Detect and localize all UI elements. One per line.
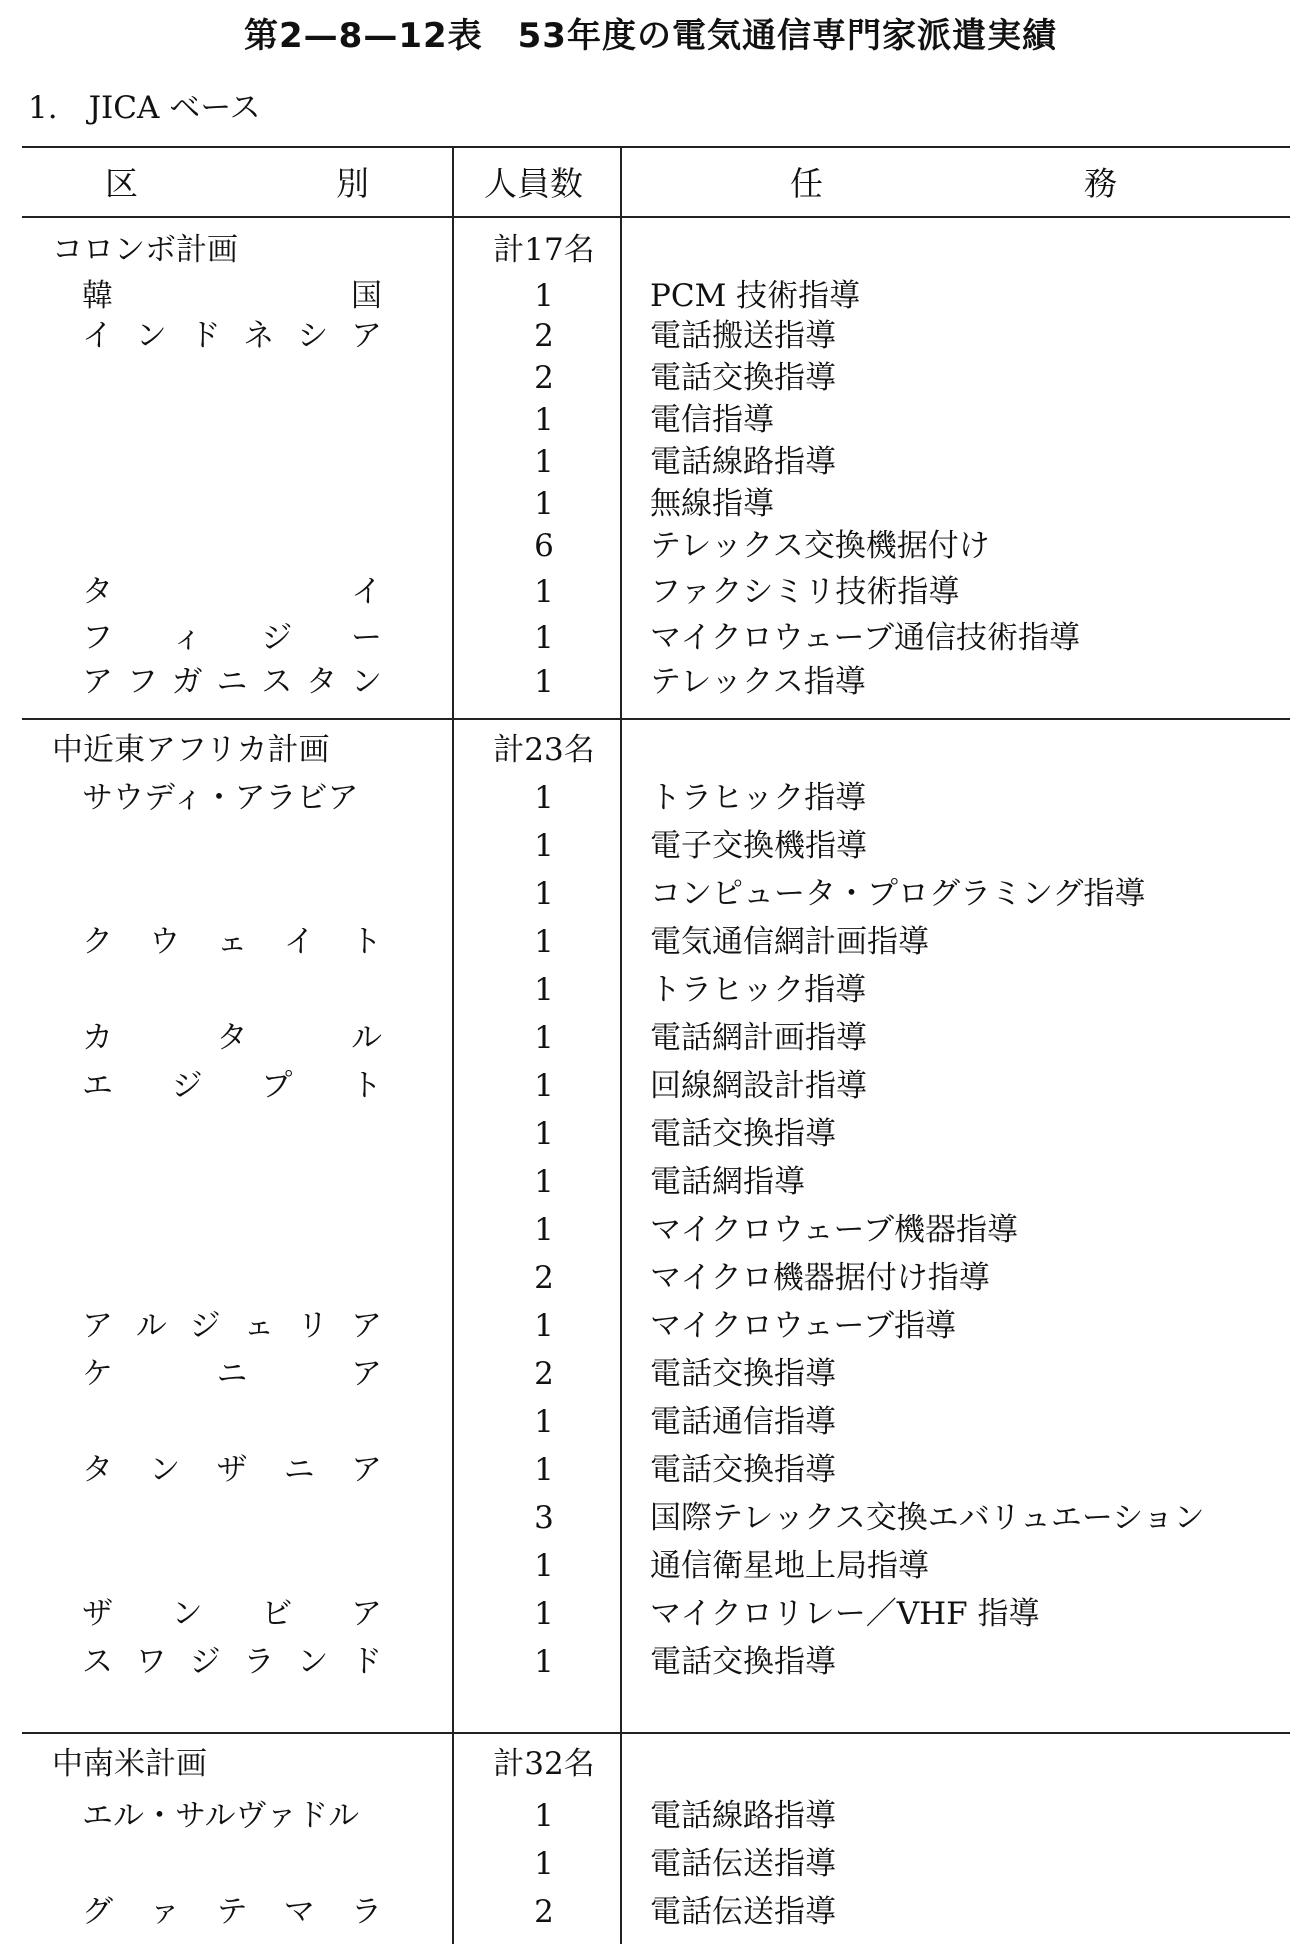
section-subtitle: 1. JICA ベース <box>28 90 261 126</box>
table-cell-count: 1 <box>534 1116 554 1152</box>
country-name: フ ィ ジ ー <box>82 620 382 656</box>
table-cell-task: マイクロ機器据付け指導 <box>650 1260 990 1296</box>
table-cell-count: 1 <box>534 620 554 656</box>
table-cell-task: コンピュータ・プログラミング指導 <box>650 876 1146 912</box>
table-cell-count: 1 <box>534 486 554 522</box>
header-count: 人員数 <box>484 164 583 203</box>
table-cell-task: トラヒック指導 <box>650 780 867 816</box>
table-cell-task: 回線網設計指導 <box>650 1068 867 1104</box>
country-name: イ ン ド ネ シ ア <box>82 318 382 354</box>
plan-total: 計32名 <box>493 1746 595 1782</box>
table-cell-task: 電話搬送指導 <box>650 318 836 354</box>
country-name: タ ン ザ ニ ア <box>82 1452 382 1488</box>
table-cell-count: 1 <box>534 278 554 314</box>
table-cell-task: テレックス指導 <box>650 664 866 700</box>
table-cell-task: PCM 技術指導 <box>650 278 861 314</box>
table-cell-task: 電話交換指導 <box>650 1356 836 1392</box>
table-cell-task: 電子交換機指導 <box>650 828 867 864</box>
table-cell-count: 1 <box>534 1452 554 1488</box>
table-cell-count: 6 <box>534 528 554 564</box>
table-cell-count: 2 <box>534 1894 554 1930</box>
table-cell-task: 電話線路指導 <box>650 1798 836 1834</box>
table-cell-count: 1 <box>534 780 554 816</box>
table-cell-count: 1 <box>534 1846 554 1882</box>
table-cell-task: 無線指導 <box>650 486 774 522</box>
table-cell-count: 2 <box>534 318 554 354</box>
table-cell-task: トラヒック指導 <box>650 972 867 1008</box>
table-cell-task: マイクロウェーブ機器指導 <box>650 1212 1018 1248</box>
table-cell-task: 電話網指導 <box>650 1164 805 1200</box>
table-cell-task: テレックス交換機据付け <box>650 528 990 564</box>
country-name: タ イ <box>82 574 382 610</box>
table-cell-count: 1 <box>534 828 554 864</box>
table-cell-count: 1 <box>534 876 554 912</box>
table-cell-task: ファクシミリ技術指導 <box>650 574 960 610</box>
plan-total: 計23名 <box>493 732 595 768</box>
table-cell-count: 2 <box>534 360 554 396</box>
table-cell-count: 1 <box>534 972 554 1008</box>
table-cell-count: 3 <box>534 1500 554 1536</box>
country-name: ス ワ ジ ラ ン ド <box>82 1644 382 1680</box>
table-cell-task: 電話通信指導 <box>650 1404 836 1440</box>
table-cell-task: マイクロリレー／VHF 指導 <box>650 1596 1040 1632</box>
plan-name: 中近東アフリカ計画 <box>52 732 330 768</box>
table-cell-count: 1 <box>534 1020 554 1056</box>
country-name: ケ ニ ア <box>82 1356 382 1392</box>
table-cell-count: 1 <box>534 664 554 700</box>
table-cell-task: マイクロウェーブ通信技術指導 <box>650 620 1080 656</box>
header-task-b: 務 <box>1084 164 1117 203</box>
table-cell-task: 電話線路指導 <box>650 444 836 480</box>
table-cell-task: 電話交換指導 <box>650 1644 836 1680</box>
table-cell-count: 1 <box>534 402 554 438</box>
table-cell-count: 2 <box>534 1356 554 1392</box>
table-cell-count: 1 <box>534 1798 554 1834</box>
country-name: 韓 国 <box>82 278 382 314</box>
table-cell-task: 電話交換指導 <box>650 1452 836 1488</box>
table-cell-task: 電話網計画指導 <box>650 1020 867 1056</box>
table-cell-task: 電気通信網計画指導 <box>650 924 929 960</box>
table-top-rule <box>22 146 1290 148</box>
country-name: サウディ・アラビア <box>82 780 359 816</box>
table-cell-task: マイクロウェーブ指導 <box>650 1308 956 1344</box>
country-name: ザ ン ビ ア <box>82 1596 382 1632</box>
header-task-a: 任 <box>790 164 823 203</box>
country-name: エ ジ プ ト <box>82 1068 382 1104</box>
plan-name: コロンボ計画 <box>52 232 238 268</box>
table-cell-count: 1 <box>534 1596 554 1632</box>
header-bottom-rule <box>22 216 1290 218</box>
table-cell-task: 電話伝送指導 <box>650 1846 836 1882</box>
table-cell-count: 1 <box>534 1164 554 1200</box>
plan-total: 計17名 <box>493 232 595 268</box>
country-name: ア フ ガ ニ ス タ ン <box>82 664 382 700</box>
header-kubun-a: 区 <box>105 164 138 203</box>
table-cell-count: 1 <box>534 1548 554 1584</box>
table-cell-count: 1 <box>534 444 554 480</box>
table-cell-count: 1 <box>534 1644 554 1680</box>
table-cell-task: 電信指導 <box>650 402 774 438</box>
country-name: カ タ ル <box>82 1020 382 1056</box>
table-cell-count: 1 <box>534 1212 554 1248</box>
table-cell-task: 電話交換指導 <box>650 360 836 396</box>
table-cell-count: 1 <box>534 924 554 960</box>
page-title: 第2—8—12表 53年度の電気通信専門家派遣実績 <box>244 16 1057 56</box>
table-cell-count: 1 <box>534 1068 554 1104</box>
table-cell-task: 国際テレックス交換エバリュエーション <box>650 1500 1205 1536</box>
country-name: ア ル ジ ェ リ ア <box>82 1308 382 1344</box>
table-cell-count: 1 <box>534 574 554 610</box>
table-cell-count: 1 <box>534 1308 554 1344</box>
table-cell-task: 電話交換指導 <box>650 1116 836 1152</box>
table-cell-count: 1 <box>534 1404 554 1440</box>
plan-name: 中南米計画 <box>52 1746 207 1782</box>
table-cell-count: 2 <box>534 1260 554 1296</box>
header-kubun-b: 別 <box>336 164 369 203</box>
table-cell-task: 電話伝送指導 <box>650 1894 836 1930</box>
section-divider-2 <box>22 1732 1290 1734</box>
country-name: ク ウ ェ イ ト <box>82 924 382 960</box>
country-name: グ ァ テ マ ラ <box>82 1894 382 1930</box>
section-divider-1 <box>22 718 1290 720</box>
country-name: エル・サルヴァドル <box>82 1798 360 1834</box>
table-cell-task: 通信衛星地上局指導 <box>650 1548 929 1584</box>
